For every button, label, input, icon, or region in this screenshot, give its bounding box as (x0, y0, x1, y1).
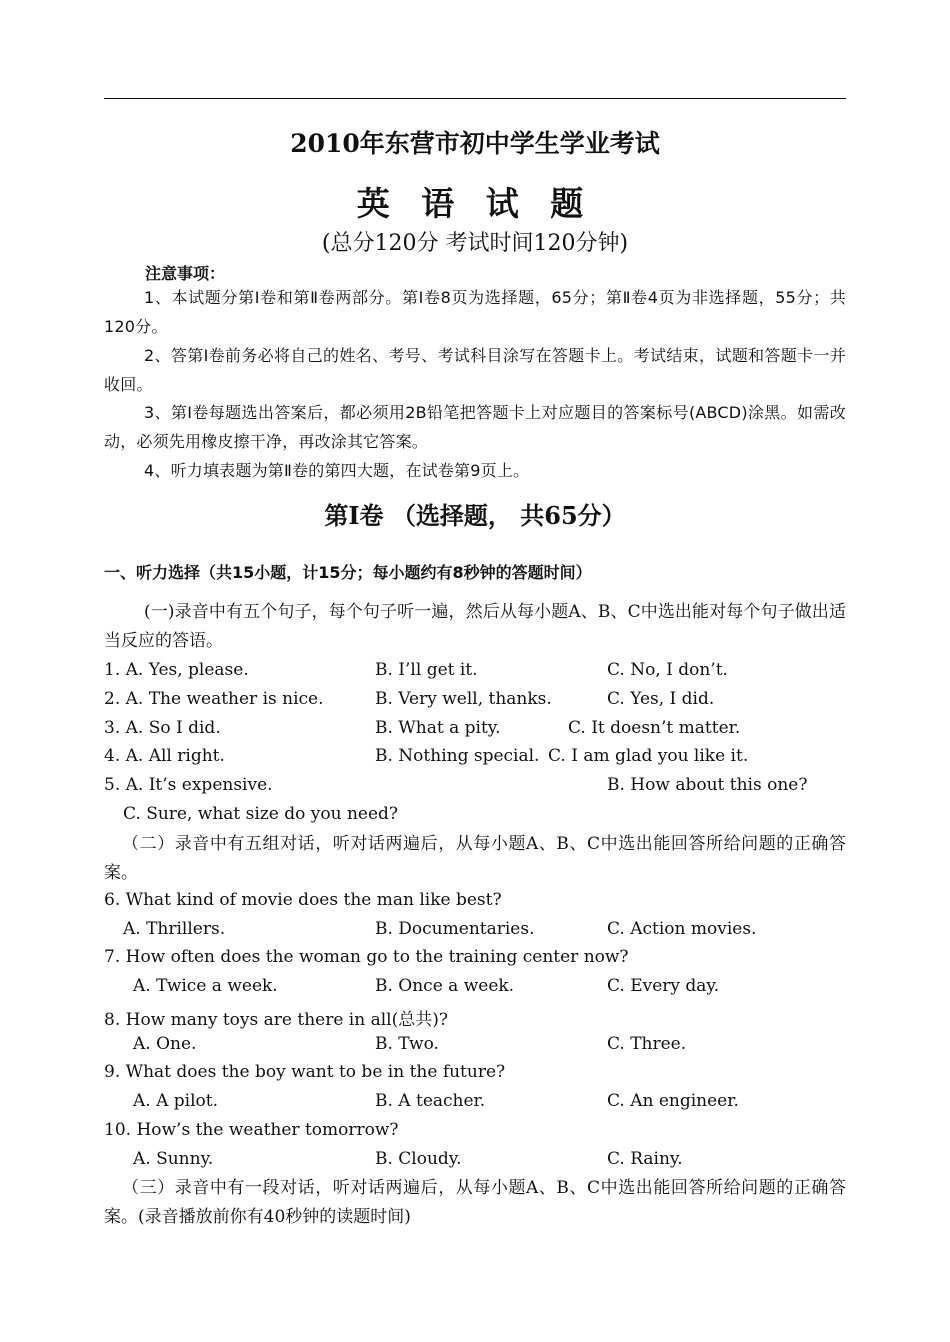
note-item-2: 2、答第Ⅰ卷前务必将自己的姓名、考号、考试科目涂写在答题卡上。考试结束，试题和答题卡一并收回。 (104, 346, 846, 394)
part-c-intro: （三）录音中有一段对话，听对话两遍后，从每小题A、B、C中选出能回答所给问题的正确答案。(录音播放前你有40秒钟的读题时间) (104, 1178, 846, 1227)
question-10-option-c: C. Rainy. (607, 1149, 683, 1169)
question-7-stem: 7. How often does the woman go to the training center now? (104, 947, 629, 967)
note-item-4: 4、听力填表题为第Ⅱ卷的第四大题，在试卷第9页上。 (144, 461, 530, 480)
question-4-option-c: C. I am glad you like it. (548, 746, 749, 766)
question-3-option-a: 3. A. So I did. (104, 718, 221, 738)
question-9-stem: 9. What does the boy want to be in the future? (104, 1062, 506, 1082)
section1-title: 一、听力选择（共15小题，计15分；每小题约有8秒钟的答题时间） (104, 563, 592, 582)
question-1-option-a: 1. A. Yes, please. (104, 660, 249, 680)
question-10-stem: 10. How’s the weather tomorrow? (104, 1120, 399, 1140)
part-b-intro: （二）录音中有五组对话，听对话两遍后，从每小题A、B、C中选出能回答所给问题的正确答案。 (104, 834, 846, 883)
question-2-option-a: 2. A. The weather is nice. (104, 689, 324, 709)
notes-heading: 注意事项： (145, 264, 226, 283)
question-10-option-b: B. Cloudy. (375, 1149, 462, 1169)
question-3-option-b: B. What a pity. (375, 718, 501, 738)
header-rule (104, 98, 846, 99)
question-7-option-a: A. Twice a week. (133, 976, 278, 996)
question-3-option-c: C. It doesn’t matter. (568, 718, 741, 738)
question-4-option-b: B. Nothing special. (375, 746, 540, 766)
question-7-option-b: B. Once a week. (375, 976, 515, 996)
part-a-intro: (一)录音中有五个句子，每个句子听一遍，然后从每小题A、B、C中选出能对每个句子做出适当反应的答语。 (104, 602, 846, 651)
question-8-option-c: C. Three. (607, 1034, 687, 1054)
question-7-option-c: C. Every day. (607, 976, 720, 996)
question-10-option-a: A. Sunny. (133, 1149, 214, 1169)
note-item-3: 3、第Ⅰ卷每题选出答案后，都必须用2B铅笔把答题卡上对应题目的答案标号(ABCD)涂黑。如需改动，必须先用橡皮擦干净，再改涂其它答案。 (104, 403, 846, 451)
note-item-1: 1、本试题分第Ⅰ卷和第Ⅱ卷两部分。第Ⅰ卷8页为选择题，65分；第Ⅱ卷4页为非选择题，55分；共120分。 (104, 288, 846, 336)
question-8-option-a: A. One. (133, 1034, 197, 1054)
question-6-option-c: C. Action movies. (607, 919, 757, 939)
question-8-option-b: B. Two. (375, 1034, 439, 1054)
question-6-stem: 6. What kind of movie does the man like best? (104, 890, 502, 910)
subject-title: 英 语 试 题 (356, 184, 594, 223)
question-5-option-c: C. Sure, what size do you need? (123, 804, 399, 824)
question-1-option-b: B. I’ll get it. (375, 660, 478, 680)
question-4-option-a: 4. A. All right. (104, 746, 225, 766)
exam-subtitle: (总分120分 考试时间120分钟) (321, 231, 629, 256)
question-9-option-b: B. A teacher. (375, 1091, 486, 1111)
question-9-option-a: A. A pilot. (133, 1091, 218, 1111)
question-6-option-b: B. Documentaries. (375, 919, 535, 939)
question-8-stem: 8. How many toys are there in all(总共)? (104, 1010, 448, 1030)
question-5-option-a: 5. A. It’s expensive. (104, 775, 273, 795)
question-9-option-c: C. An engineer. (607, 1091, 739, 1111)
question-1-option-c: C. No, I don’t. (607, 660, 728, 680)
question-2-option-c: C. Yes, I did. (607, 689, 715, 709)
question-5-option-b: B. How about this one? (607, 775, 808, 795)
question-6-option-a: A. Thrillers. (123, 919, 226, 939)
exam-title: 2010年东营市初中学生学业考试 (290, 129, 660, 158)
part1-title: 第Ⅰ卷 （选择题， 共65分） (324, 501, 626, 530)
question-2-option-b: B. Very well, thanks. (375, 689, 552, 709)
